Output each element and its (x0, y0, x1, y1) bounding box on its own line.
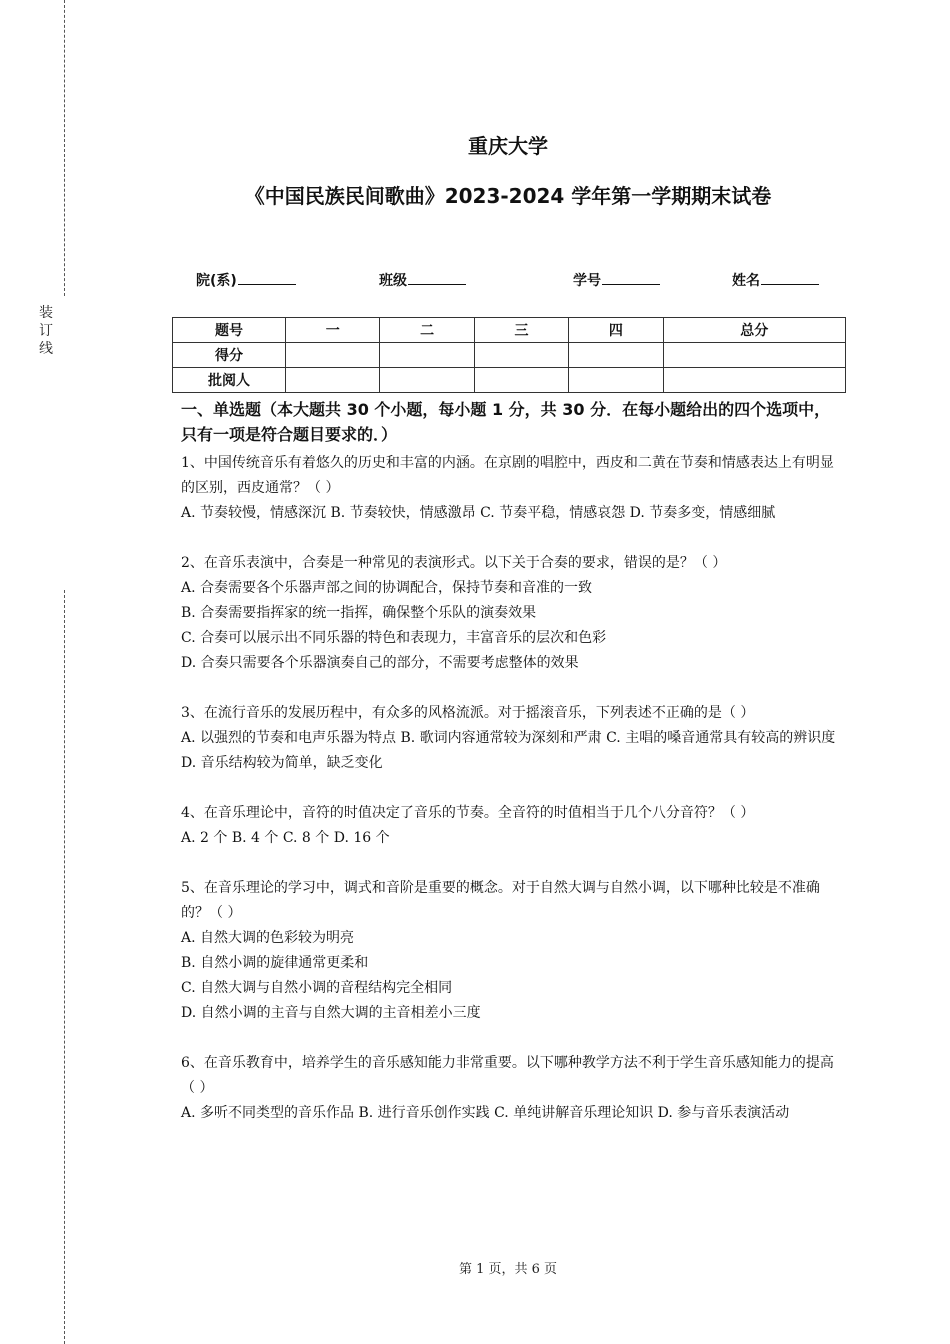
grader-cell[interactable] (474, 368, 568, 393)
question-option: B. 自然小调的旋律通常更柔和 (181, 955, 369, 971)
question-1 (181, 451, 839, 526)
question-option: B. 合奏需要指挥家的统一指挥，确保整个乐队的演奏效果 (181, 605, 537, 621)
question-stem: 1、中国传统音乐有着悠久的历史和丰富的内涵。在京剧的唱腔中，西皮和二黄在节奏和情感表达上有明显的区别，西皮通常？（ ） (181, 455, 834, 496)
blank-line[interactable] (761, 270, 819, 285)
question-option: C. 自然大调与自然小调的音程结构完全相同 (181, 980, 453, 996)
score-table-column-header: 一 (286, 318, 380, 343)
question-options: A. 以强烈的节奏和电声乐器为特点 B. 歌词内容通常较为深刻和严肃 C. 主唱的嗓音通常具有较高的辨识度 D. 音乐结构较为简单，缺乏变化 (181, 730, 836, 771)
binding-label (36, 304, 56, 358)
score-table-row-label: 批阅人 (173, 368, 286, 393)
binding-char: 线 (39, 341, 53, 357)
exam-title: 《中国民族民间歌曲》2023-2024 学年第一学期期末试卷 (244, 184, 772, 208)
grader-cell[interactable] (380, 368, 474, 393)
grader-cell[interactable] (286, 368, 380, 393)
question-4 (181, 801, 839, 851)
question-5 (181, 876, 839, 1026)
question-options: A. 2 个 B. 4 个 C. 8 个 D. 16 个 (181, 830, 390, 846)
info-field-label: 班级 (379, 273, 407, 289)
question-6 (181, 1051, 839, 1126)
page-number: 第 1 页，共 6 页 (458, 1262, 558, 1277)
question-options: A. 多听不同类型的音乐作品 B. 进行音乐创作实践 C. 单纯讲解音乐理论知识 D. 参与音乐表演活动 (181, 1105, 790, 1121)
question-stem: 3、在流行音乐的发展历程中，有众多的风格流派。对于摇滚音乐，下列表述不正确的是（ ） (181, 705, 755, 721)
blank-line[interactable] (408, 270, 466, 285)
info-field-label: 学号 (573, 273, 601, 289)
question-options: A. 节奏较慢，情感深沉 B. 节奏较快，情感激昂 C. 节奏平稳，情感哀怨 D. 节奏多变，情感细腻 (181, 505, 776, 521)
info-field-department[interactable] (196, 270, 296, 290)
question-option: D. 自然小调的主音与自然大调的主音相差小三度 (181, 1005, 481, 1021)
question-stem: 2、在音乐表演中，合奏是一种常见的表演形式。以下关于合奏的要求，错误的是？（ ） (181, 555, 727, 571)
binding-dashed-line-bottom (64, 590, 65, 1344)
score-table-header-label: 题号 (173, 318, 286, 343)
question-option: A. 自然大调的色彩较为明亮 (181, 930, 355, 946)
score-cell[interactable] (474, 343, 568, 368)
info-field-class[interactable] (379, 270, 466, 290)
score-table (172, 317, 846, 393)
school-title: 重庆大学 (468, 134, 548, 158)
score-cell[interactable] (286, 343, 380, 368)
section-heading: 一、单选题（本大题共 30 个小题，每小题 1 分，共 30 分．在每小题给出的四个选项中，只有一项是符合题目要求的．） (181, 400, 831, 444)
info-field-name[interactable] (732, 270, 819, 290)
binding-char: 订 (39, 323, 53, 339)
question-stem: 4、在音乐理论中，音符的时值决定了音乐的节奏。全音符的时值相当于几个八分音符？（ ） (181, 805, 755, 821)
score-cell[interactable] (569, 343, 663, 368)
grader-cell[interactable] (663, 368, 846, 393)
question-option: D. 合奏只需要各个乐器演奏自己的部分，不需要考虑整体的效果 (181, 655, 579, 671)
score-table-row-label: 得分 (173, 343, 286, 368)
score-table-column-header: 二 (380, 318, 474, 343)
score-table-row (173, 343, 846, 368)
score-table-header-row (173, 318, 846, 343)
grader-cell[interactable] (569, 368, 663, 393)
blank-line[interactable] (602, 270, 660, 285)
binding-char: 装 (39, 305, 53, 321)
blank-line[interactable] (238, 270, 296, 285)
info-field-label: 姓名 (732, 273, 760, 289)
score-table-column-header: 四 (569, 318, 663, 343)
score-table-row (173, 368, 846, 393)
score-cell[interactable] (663, 343, 846, 368)
question-stem: 6、在音乐教育中，培养学生的音乐感知能力非常重要。以下哪种教学方法不利于学生音乐感知能力的提高（ ） (181, 1055, 834, 1096)
score-table-column-header: 总分 (663, 318, 846, 343)
question-stem: 5、在音乐理论的学习中，调式和音阶是重要的概念。对于自然大调与自然小调，以下哪种比较是不准确的？（ ） (181, 880, 820, 921)
score-cell[interactable] (380, 343, 474, 368)
question-option: C. 合奏可以展示出不同乐器的特色和表现力，丰富音乐的层次和色彩 (181, 630, 607, 646)
question-3 (181, 701, 839, 776)
info-field-label: 院(系) (196, 273, 237, 289)
score-table-column-header: 三 (474, 318, 568, 343)
info-field-student-id[interactable] (573, 270, 660, 290)
question-option: A. 合奏需要各个乐器声部之间的协调配合，保持节奏和音准的一致 (181, 580, 593, 596)
exam-content (181, 397, 839, 1151)
question-2 (181, 551, 839, 676)
